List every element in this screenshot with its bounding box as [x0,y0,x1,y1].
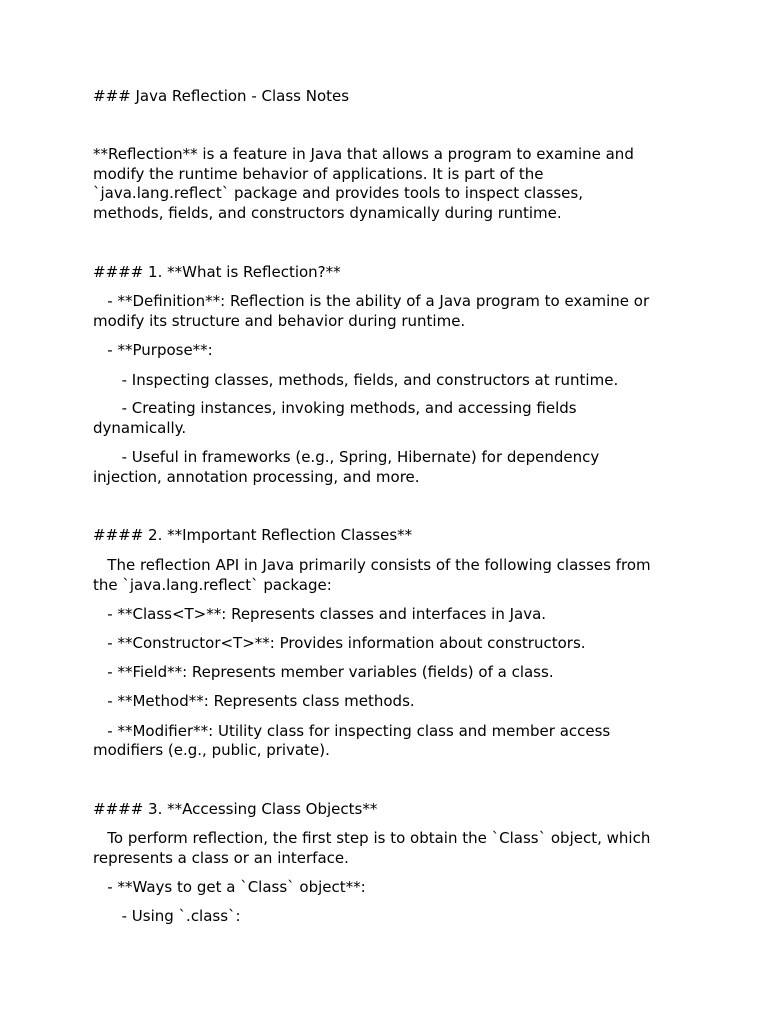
section2-intro-line-1: The reflection API in Java primarily consists of the following classes from [93,556,651,574]
intro-line-3: `java.lang.reflect` package and provides tools to inspect classes, [93,184,583,202]
section2-intro-line-2: the `java.lang.reflect` package: [93,576,332,594]
section3-heading: #### 3. **Accessing Class Objects** [93,800,378,818]
purpose-item-3-line-1: - Useful in frameworks (e.g., Spring, Hibernate) for dependency [93,448,600,466]
section3-intro-line-1: To perform reflection, the first step is to obtain the `Class` object, which [93,829,651,847]
method-item: - **Method**: Represents class methods. [93,692,415,710]
intro-line-4: methods, fields, and constructors dynamically during runtime. [93,204,562,222]
section1-heading: #### 1. **What is Reflection?** [93,263,341,281]
class-item: - **Class<T>**: Represents classes and interfaces in Java. [93,605,547,623]
definition-line-2: modify its structure and behavior during runtime. [93,312,466,330]
definition-line-1: - **Definition**: Reflection is the ability of a Java program to examine or [93,292,650,310]
purpose-item-1: - Inspecting classes, methods, fields, and constructors at runtime. [93,371,619,389]
section2-heading: #### 2. **Important Reflection Classes** [93,526,413,544]
ways-label: - **Ways to get a `Class` object**: [93,878,366,896]
document-title: ### Java Reflection - Class Notes [93,87,350,105]
section3-intro-line-2: represents a class or an interface. [93,849,349,867]
modifier-item-line-2: modifiers (e.g., public, private). [93,741,330,759]
intro-line-1: **Reflection** is a feature in Java that allows a program to examine and [93,145,634,163]
constructor-item: - **Constructor<T>**: Provides information about constructors. [93,634,586,652]
intro-line-2: modify the runtime behavior of applications. It is part of the [93,165,544,183]
purpose-label: - **Purpose**: [93,341,213,359]
purpose-item-2-line-2: dynamically. [93,419,187,437]
field-item: - **Field**: Represents member variables (fields) of a class. [93,663,554,681]
modifier-item-line-1: - **Modifier**: Utility class for inspecting class and member access [93,722,611,740]
using-class-item: - Using `.class`: [93,907,241,925]
purpose-item-3-line-2: injection, annotation processing, and more. [93,468,420,486]
purpose-item-2-line-1: - Creating instances, invoking methods, and accessing fields [93,399,577,417]
